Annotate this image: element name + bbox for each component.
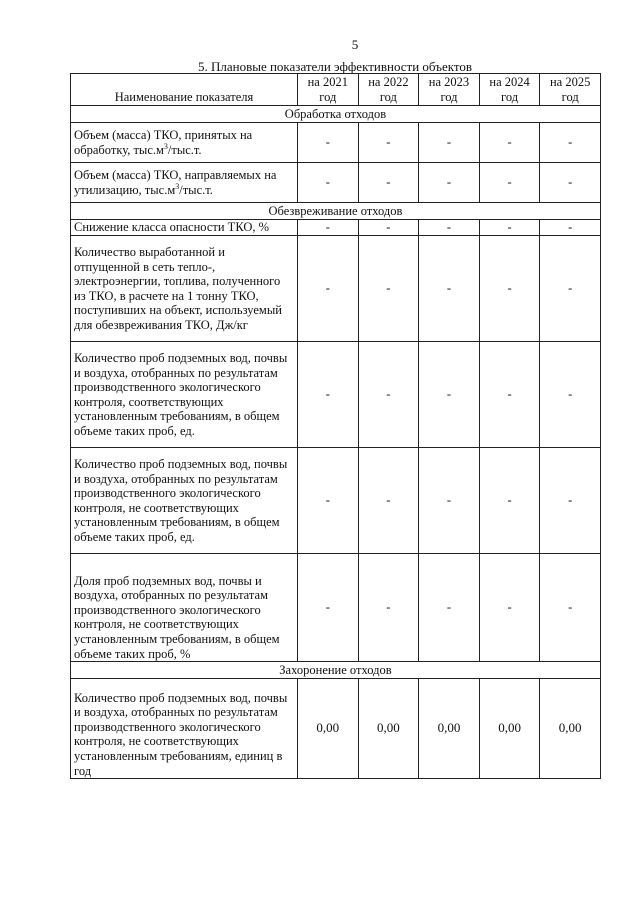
value-2025: - <box>540 554 601 662</box>
value-2022: - <box>358 220 419 236</box>
value-2021: - <box>298 448 359 554</box>
value-2022: - <box>358 123 419 163</box>
indicator-name: Количество проб подземных вод, почвы и воздуха, отобранных по результатам производственного экологического контроля, не соответствующих установленным требованиям, единиц в год <box>71 679 298 779</box>
header-year-2022: на 2022 год <box>358 74 419 106</box>
value-2021: - <box>298 220 359 236</box>
indicator-name: Объем (масса) ТКО, принятых на обработку, $тыс.м^3/тыс.т$. <box>71 123 298 163</box>
table-row <box>71 220 601 236</box>
header-year-2025: на 2025 год <box>540 74 601 106</box>
value-2024: - <box>479 554 540 662</box>
section-row-disposal <box>71 662 601 679</box>
value-2023: - <box>419 554 480 662</box>
value-2022: - <box>358 236 419 342</box>
value-2022: - <box>358 554 419 662</box>
table-row <box>71 236 601 342</box>
section-row-processing <box>71 106 601 123</box>
section-title: Захоронение отходов <box>71 662 601 679</box>
indicator-name: Количество проб подземных вод, почвы и воздуха, отобранных по результатам производственного экологического контроля, соответствующих установленным требованиям, в общем объеме таких проб, ед. <box>71 342 298 448</box>
value-2021: - <box>298 123 359 163</box>
indicator-name: Количество проб подземных вод, почвы и воздуха, отобранных по результатам производственного экологического контроля, не соответствующих установленным требованиям, в общем объеме таких проб, ед. <box>71 448 298 554</box>
value-2024: - <box>479 163 540 203</box>
value-2025: - <box>540 342 601 448</box>
value-2022: 0,00 <box>358 679 419 779</box>
value-2021: - <box>298 342 359 448</box>
value-2024: - <box>479 342 540 448</box>
value-2023: - <box>419 342 480 448</box>
table-row <box>71 123 601 163</box>
header-indicator-name: Наименование показателя <box>71 74 298 106</box>
table-header-row <box>71 74 601 106</box>
value-2025: - <box>540 220 601 236</box>
page-number: 5 <box>351 37 359 52</box>
performance-indicators-table <box>70 73 601 779</box>
value-2025: - <box>540 448 601 554</box>
value-2021: 0,00 <box>298 679 359 779</box>
value-2023: - <box>419 220 480 236</box>
table-title: 5. Плановые показатели эффективности объектов <box>197 59 473 74</box>
value-2024: - <box>479 448 540 554</box>
indicator-name: Доля проб подземных вод, почвы и воздуха, отобранных по результатам производственного экологического контроля, не соответствующих установленным требованиям, в общем объеме таких проб, % <box>71 554 298 662</box>
value-2021: - <box>298 236 359 342</box>
table-row <box>71 448 601 554</box>
table-row <box>71 163 601 203</box>
table-row <box>71 342 601 448</box>
value-2024: - <box>479 236 540 342</box>
header-year-2021: на 2021 год <box>298 74 359 106</box>
header-year-2024: на 2024 год <box>479 74 540 106</box>
section-row-neutralization <box>71 203 601 220</box>
value-2025: - <box>540 123 601 163</box>
indicator-name: Снижение класса опасности ТКО, % <box>71 220 298 236</box>
value-2023: - <box>419 236 480 342</box>
header-year-2023: на 2023 год <box>419 74 480 106</box>
indicator-name: Количество выработанной и отпущенной в сеть тепло-, электроэнергии, топлива, полученного из ТКО, в расчете на 1 тонну ТКО, поступивших на объект, используемый для обезвреживания ТКО, Дж/кг <box>71 236 298 342</box>
value-2022: - <box>358 163 419 203</box>
value-2021: - <box>298 163 359 203</box>
value-2023: - <box>419 448 480 554</box>
value-2022: - <box>358 448 419 554</box>
value-2022: - <box>358 342 419 448</box>
value-2023: - <box>419 123 480 163</box>
value-2023: 0,00 <box>419 679 480 779</box>
value-2023: - <box>419 163 480 203</box>
value-2021: - <box>298 554 359 662</box>
value-2024: - <box>479 123 540 163</box>
table-row <box>71 679 601 779</box>
section-title: Обработка отходов <box>71 106 601 123</box>
value-2024: - <box>479 220 540 236</box>
value-2025: - <box>540 236 601 342</box>
value-2025: - <box>540 163 601 203</box>
section-title: Обезвреживание отходов <box>71 203 601 220</box>
table-row <box>71 554 601 662</box>
indicator-name: Объем (масса) ТКО, направляемых на утилизацию, $тыс.м^3/тыс.т$. <box>71 163 298 203</box>
value-2025: 0,00 <box>540 679 601 779</box>
value-2024: 0,00 <box>479 679 540 779</box>
